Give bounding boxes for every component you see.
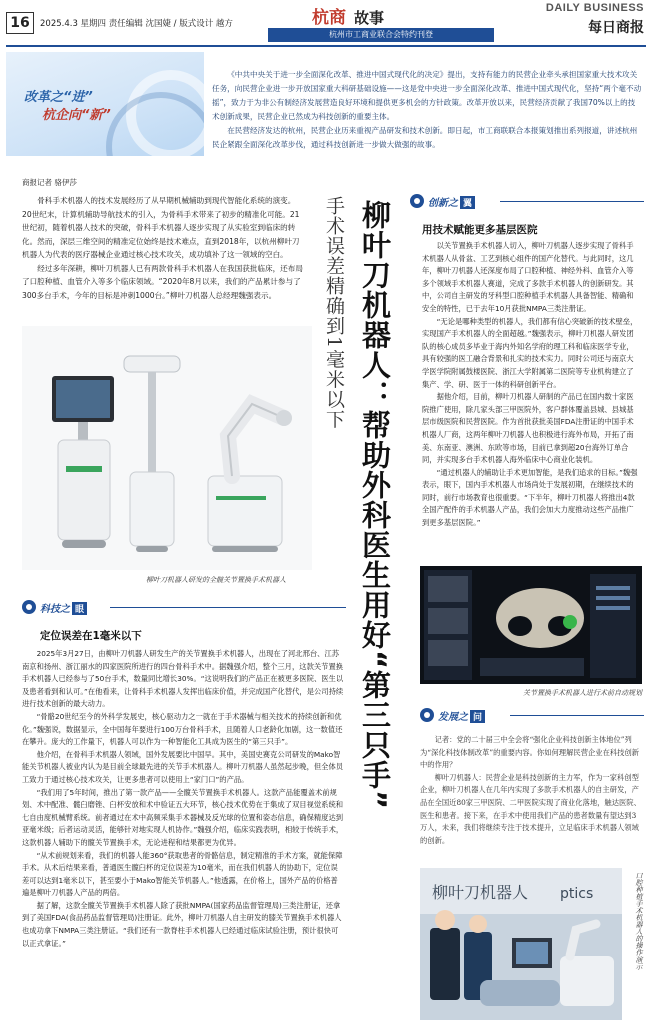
series-artwork [6, 52, 204, 156]
article-paragraph: “我们用了5年时间，推出了第一款产品——全髋关节置换手术机器人。这款产品能覆盖术前规划、术中配准、髋臼磨锉、臼杯安放和术中验证五大环节，核心技术优势在于集成了双目视觉系统和七自由度机械臂系统。前者通过在术中高频采集手术器械及反光球的位置和姿态信息，确保精度达到亚毫米级；后者运动灵活，能够针对地实现人机协作。”魏强介绍，临床实践表明，相较于传统手术，这款机器人辅助下的髋关节置换手术，无论进程和结果都更为优异。 [22, 787, 344, 847]
brand-logo [312, 3, 384, 28]
masthead [0, 0, 652, 46]
article-paragraph: “从术前规划来看，我们的机器人能360°获取患者的骨骼信息，制定精准的手术方案，就能保障手术。从术后结果来看，普通医生髋臼杯的定位误差为10毫米，而在我们机器人的协助下，定位误差可以达到1毫米以下，甚至要小于Mako智能关节机器人。”他透露，在价格上，国外产品的价格普遍是柳叶刀机器人产品的两倍。 [22, 850, 343, 898]
series-intro-text [212, 68, 642, 152]
wall-logo: 柳叶刀机器人 [432, 883, 529, 902]
series-title-line2: 杭企向“新” [42, 108, 111, 123]
lead-text [22, 194, 304, 302]
dateline: 2025.4.3 星期四 责任编辑 沈国婕 / 版式设计 越方 [40, 19, 233, 29]
article-heading: 用技术赋能更多基层医院 [422, 224, 538, 236]
section-label-tech [22, 598, 87, 616]
eye-icon [22, 600, 36, 614]
sub-headline: 手术误差精确到1毫米以下 [323, 196, 345, 430]
photo-caption: 柳叶刀机器人研发的全髋关节置换手术机器人 [146, 576, 286, 584]
paper-name-en: DAILY BUSINESS [545, 2, 644, 14]
article-paragraph: “无论是哪种类型的机器人，我们都有信心突破新的技术壁垒，实现国产手术机器人的全面超越。”魏强表示，柳叶刀机器人研发团队的核心成员多毕业于海内外知名学府的理工科和临床医学专业，具有较强的医工融合背景和扎实的技术实力。同时公司还与南京大学医学院附属鼓楼医院、浙江大学附属第二医院等专业机构建立了集产、学、研、医于一体的科研创新平台。 [422, 316, 638, 389]
article-paragraph: 以关节置换手术机器人切入，柳叶刀机器人逐步实现了骨科手术机器人从骨盆、工艺到核心组件的国产化替代。与此同时，这几年，柳叶刀机器人还深度布局了口腔种植、神经外科、血管介入等多个领域手术机器人赛道，完成了多款手术机器人的创新研发。其中，公司自主研发的牙科型口腔种植手术机器人具备智能、精确和安全的特性，已于去年10月获批NMPA三类注册证。 [422, 241, 634, 313]
section-name: 故事 [354, 9, 385, 27]
article-paragraph: “骨骼20世纪至今的外科学发展史，核心驱动力之一就在于手术器械与相关技术的持续创新和优化。”魏强说，数据显示，全中国每年要进行100万台骨科手术，且随着人口老龄化加剧，这一数值还在攀升。庞大的工作量下，机器人可以作为一种智能化工具成为医生的“第三只手”。 [22, 711, 343, 747]
article-paragraph: 据他介绍，目前，柳叶刀机器人研制的产品已在国内数十家医院推广使用，除几家头部三甲医院外，客户群体覆盖县城、县城基层市级医院和民营医院。作为首批获批美国FDA注册证的中国手术机器人厂商，这两年柳叶刀机器人也积极进行海外布局，开拓了南美、东南亚、澳洲、东欧等市场，目前已拿到超20台海外订单合同，并实现多台手术机器人海外临床中心商业化装机。 [422, 392, 634, 465]
wing-icon [410, 194, 424, 208]
planning-screen-photo [420, 566, 642, 684]
paper-name-cn: 每日商报 [588, 20, 644, 36]
section-label-innovation [410, 192, 475, 210]
intro-paragraph: 《中共中央关于进一步全面深化改革、推进中国式现代化的决定》提出，支持有能力的民营企业牵头承担国家重大技术攻关任务，向民营企业进一步开放国家重大科研基础设施——这是党中央进一步全面深化改革、推进中国式现代化，坚持“两个毫不动摇”，致力于为非公有制经济发展营造良好环境和提供更多机会的方针政策。改革开放以来，民营经济贡献了我国70%以上的技术创新成果，民营企业已然成为科技创新的重要主体。 [212, 70, 642, 121]
question-icon [420, 708, 434, 722]
article-paragraph: “通过机器人的辅助让手术更加智能，是我们追求的目标。”魏强表示，眼下，国内手术机器人市场尚处于发展初期，在继续技术的同时，前行市场教育也很重要。“下半年，柳叶刀机器人将推出4款全国产配件的手术机器人产品，我们会加大力度推动这些产品推广到更多基层医院。” [422, 467, 638, 528]
lead-paragraph: 骨科手术机器人的技术发展经历了从早期机械辅助到现代智能化系统的演变。20世纪末，计算机辅助导航技术的引入，为骨科手术带来了初步的精准化可能。21世纪初，随着机器人技术的突破，骨科手术机器人逐步实现了从实验室到临床的转化。然而，深层三维空间的精准定位始终是技术难点，直到2018年，以杭州柳叶刀机器人为代表的医疗器械企业通过核心技术攻关，成功填补了这一领域的空白。 [22, 196, 300, 259]
intro-paragraph: 在民营经济发达的杭州，民营企业历来重视产品研发和技术创新。即日起，市工商联联合本报策划推出系列报道，讲述杭州民企紧跟全面深化改革步伐，通过科技创新进一步做大做强的故事。 [212, 126, 638, 149]
article-paragraph: 他介绍，在骨科手术机器人领域，国外发展要比中国早。其中，美国史赛克公司研发的Mako智能关节机器人被业内认为是目前全球最先进的关节手术机器人。柳叶刀机器人虽然起步晚，但全体员工致力于通过核心技术攻关，让更多患者可以使用上“家门口”的产品。 [22, 749, 344, 784]
brand-name: 杭商 [312, 8, 346, 28]
section-label-text: 科技之 [40, 603, 70, 615]
wall-logo-en: ptics [560, 886, 594, 902]
photo-caption: 关节置换手术机器人进行术前自动规划 [523, 689, 642, 697]
main-headline: 柳叶刀机器人：帮助外科医生用好“第三只手” [358, 200, 392, 811]
section-label-box: 翼 [460, 196, 475, 209]
interview-qa [420, 734, 642, 847]
hip-robot-illustration [22, 326, 312, 570]
section-label-text: 发展之 [438, 711, 468, 723]
planning-screen-illustration [420, 566, 642, 684]
sponsor-strip: 杭州市工商业联合会特约刊登 [268, 28, 494, 42]
article-paragraph: 据了解，这款全髋关节置换手术机器人除了获批NMPA(国家药品监督管理局)三类注册证，还拿到了美国FDA(食品药品监督管理局)注册证。此外，柳叶刀机器人自主研发的膝关节置换手术机器人也成功拿下NMPA三类注册证。“我们还有一款脊柱手术机器人已经通过临床试验注册，预计很快可以正式拿证。” [22, 900, 342, 948]
hip-robot-photo [22, 326, 312, 570]
section-label-box: 眼 [72, 602, 87, 615]
photo-caption: 口腔种植手术机器人的操作演示 [635, 872, 643, 970]
page-number: 16 [6, 12, 34, 34]
series-intro-banner [6, 52, 646, 162]
qa-question: 记者：党的二十届三中全会将“强化企业科技创新主体地位”列为“深化科技体制改革”的重要内容。你如何理解民营企业在科技创新中的作用？ [420, 735, 640, 770]
header-rule [6, 45, 646, 47]
article-heading: 定位误差在1毫米以下 [40, 630, 142, 642]
section-label-development [420, 706, 485, 724]
series-title-line1: 改革之“进” [24, 90, 93, 105]
article-paragraph: 2025年3月27日，由柳叶刀机器人研发生产的关节置换手术机器人，出现在了河北邢台、江苏南京和扬州、浙江丽水的四家医院所进行的四台骨科手术中。据魏强介绍，整个三月，这款关节置换手术机器人已经参与了50台手术，数量同比增长30%。“这说明我们的产品正在被更多医院、医生以及患者看到和认可。”在他看来，让骨科手术机器人发挥出临床价值，并完成国产化替代，是公司持续进行技术创新的最大动力。 [22, 649, 344, 709]
dental-robot-illustration [420, 868, 622, 1020]
dental-robot-photo [420, 868, 622, 1020]
section-rule [510, 715, 644, 716]
byline: 商报记者 骆伊莎 [22, 178, 77, 187]
section-rule [110, 607, 346, 608]
swirl-decoration [106, 92, 204, 156]
lead-paragraph: 经过多年深耕，柳叶刀机器人已有两款骨科手术机器人在我国获批临床，还布局了口腔种植、血管介入等多个临床领域。“2020年8月以来，我们的产品累计参与了300多台手术，今年的目标是冲刺1000台。”柳叶刀机器人总经理魏强表示。 [22, 263, 303, 300]
qa-answer: 柳叶刀机器人：民营企业是科技创新的主力军，作为一家科创型企业，柳叶刀机器人在几年内实现了多款手术机器人的自主研发，产品在全国近80家三甲医院、二甲医院实现了商业化落地，触达医院、医生和患者。接下来，在手术中使用我们产品的患者数量有望达到3万人，未来，我们将继续专注于技术提升，立足临床手术机器人领域的创新。 [420, 772, 641, 845]
section-rule [500, 201, 644, 202]
article-body-right [422, 240, 640, 530]
section-label-box: 问 [470, 710, 485, 723]
article-body-left [22, 648, 344, 950]
section-label-text: 创新之 [428, 197, 458, 209]
